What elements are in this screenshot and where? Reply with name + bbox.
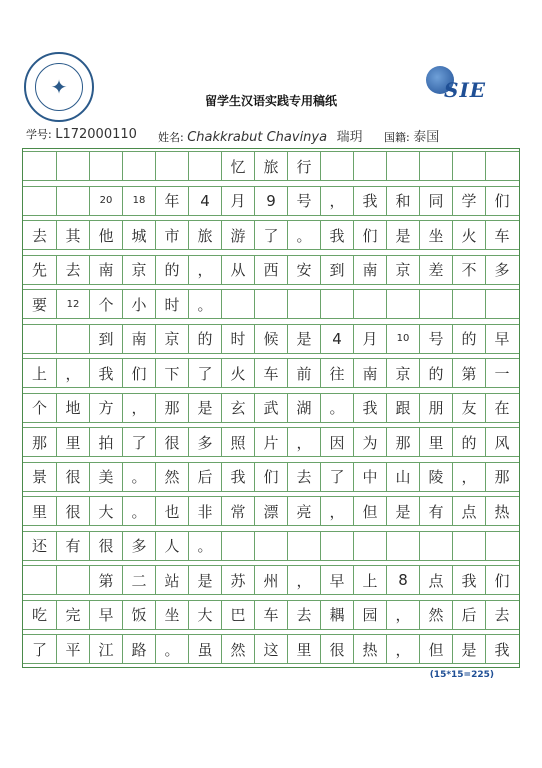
grid-cell: 从: [221, 256, 254, 284]
grid-cell: 的: [188, 325, 221, 353]
grid-cell: 我: [485, 635, 518, 663]
grid-cell: 人: [155, 532, 188, 560]
grid-cell: 早: [320, 566, 353, 594]
grid-cell: 南: [122, 325, 155, 353]
grid-cell: ，: [188, 256, 221, 284]
grid-cell: 很: [56, 497, 89, 525]
grid-cell: 了: [122, 428, 155, 456]
grid-cell: 们: [122, 359, 155, 387]
grid-row: [23, 220, 519, 250]
nationality-field: [384, 126, 439, 145]
grid-cell: 是: [386, 497, 419, 525]
grid-cell: 常: [221, 497, 254, 525]
grid-cell: 武: [254, 394, 287, 422]
grid-cell: 城: [122, 221, 155, 249]
name-latin-value: Chakkrabut Chavinya: [187, 130, 328, 145]
grid-cell: 学: [452, 187, 485, 215]
grid-cell: 。: [287, 221, 320, 249]
grid-cell: 市: [155, 221, 188, 249]
grid-cell: [122, 152, 155, 180]
grid-cell: 后: [452, 601, 485, 629]
grid-cell: 火: [221, 359, 254, 387]
grid-cell: 车: [254, 359, 287, 387]
grid-cell: 然: [419, 601, 452, 629]
grid-cell: [320, 152, 353, 180]
grid-cell: 京: [155, 325, 188, 353]
grid-cell: 很: [320, 635, 353, 663]
grid-cell: 去: [56, 256, 89, 284]
grid-cell: 里: [31, 502, 47, 521]
grid-cell: 游: [221, 221, 254, 249]
grid-cell: 那: [386, 428, 419, 456]
grid-cell: 然: [155, 463, 188, 491]
grid-cell: [23, 325, 56, 353]
grid-cell: [353, 290, 386, 318]
grid-cell: 点: [419, 566, 452, 594]
grid-cell: [23, 187, 56, 215]
grid-cell: 的: [419, 359, 452, 387]
grid-cell: 差: [419, 256, 452, 284]
grid-cell: 了: [31, 640, 47, 659]
grid-cell: 后: [188, 463, 221, 491]
grid-cell: ，: [287, 428, 320, 456]
grid-cell: [221, 532, 254, 560]
grid-cell: 方: [89, 394, 122, 422]
grid-cell: 我: [353, 394, 386, 422]
grid-cell: ，: [56, 359, 89, 387]
grid-cell: 耦: [320, 601, 353, 629]
grid-cell: [485, 152, 518, 180]
grid-cell: 一: [485, 359, 518, 387]
grid-cell: 坐: [419, 221, 452, 249]
grid-cell: 湖: [287, 394, 320, 422]
grid-cell: 们: [254, 463, 287, 491]
grid-cell: 我: [353, 187, 386, 215]
grid-cell: 。: [155, 635, 188, 663]
grid-cell: 苏: [221, 566, 254, 594]
student-id-label: 学号:: [26, 128, 52, 141]
grid-cell: ，: [287, 566, 320, 594]
grid-cell: 很: [89, 532, 122, 560]
grid-cell: 了: [254, 221, 287, 249]
grid-cell: 美: [89, 463, 122, 491]
grid-row: [23, 496, 519, 526]
grid-cell: ，: [386, 601, 419, 629]
grid-cell: 同: [419, 187, 452, 215]
grid-cell: [155, 152, 188, 180]
grid-cell: ，: [386, 635, 419, 663]
grid-cell: 。: [122, 463, 155, 491]
grid-cell: 我: [320, 221, 353, 249]
grid-cell: 风: [485, 428, 518, 456]
grid-cell: 朋: [419, 394, 452, 422]
grid-row: [23, 255, 519, 285]
grid-cell: ，: [320, 497, 353, 525]
grid-cell: [485, 290, 518, 318]
grid-cell: 是: [452, 635, 485, 663]
grid-cell: 们: [485, 187, 518, 215]
grid-row: [23, 324, 519, 354]
grid-cell: [56, 325, 89, 353]
student-id-value: L172000110: [55, 127, 137, 142]
name-chinese-value: 瑞玥: [336, 130, 363, 145]
grid-cell: 巴: [221, 601, 254, 629]
grid-cell: 去: [287, 463, 320, 491]
grid-capacity-note: (15*15=225): [429, 670, 494, 680]
grid-cell: 18: [122, 187, 155, 215]
grid-cell: 时: [155, 290, 188, 318]
grid-cell: 的: [452, 428, 485, 456]
grid-cell: 是: [287, 325, 320, 353]
grid-cell: 第: [89, 566, 122, 594]
grid-cell: 20: [89, 187, 122, 215]
grid-cell: 12: [56, 290, 89, 318]
grid-cell: 亮: [287, 497, 320, 525]
grid-cell: 江: [89, 635, 122, 663]
grid-cell: 还: [31, 537, 47, 555]
grid-cell: 第: [452, 359, 485, 387]
grid-cell: 京: [386, 256, 419, 284]
grid-row: [23, 531, 519, 561]
name-field: [158, 126, 363, 145]
grid-cell: ，: [320, 187, 353, 215]
grid-row: [23, 634, 519, 664]
grid-cell: 漂: [254, 497, 287, 525]
grid-cell: [287, 532, 320, 560]
grid-cell: 车: [254, 601, 287, 629]
grid-cell: 往: [320, 359, 353, 387]
grid-cell: 号: [287, 187, 320, 215]
grid-cell: 年: [155, 187, 188, 215]
grid-cell: 那: [485, 463, 518, 491]
grid-cell: 饭: [122, 601, 155, 629]
grid-cell: 那: [155, 394, 188, 422]
grid-cell: [56, 152, 89, 180]
grid-cell: 玄: [221, 394, 254, 422]
grid-cell: [353, 532, 386, 560]
grid-cell: 是: [386, 221, 419, 249]
grid-cell: 但: [419, 635, 452, 663]
grid-cell: 8: [386, 566, 419, 594]
grid-cell: 坐: [155, 601, 188, 629]
grid-cell: 到: [320, 256, 353, 284]
grid-cell: 上: [31, 364, 47, 383]
grid-cell: 吃: [31, 606, 47, 624]
grid-cell: 了: [320, 463, 353, 491]
grid-cell: 片: [254, 428, 287, 456]
grid-cell: ，: [452, 463, 485, 491]
grid-cell: 我: [452, 566, 485, 594]
grid-cell: 里: [56, 428, 89, 456]
university-logo: [24, 52, 94, 122]
grid-cell: 南: [353, 359, 386, 387]
grid-cell: 个: [89, 290, 122, 318]
grid-cell: [320, 532, 353, 560]
grid-cell: 站: [155, 566, 188, 594]
grid-cell: 安: [287, 256, 320, 284]
grid-cell: 不: [452, 256, 485, 284]
grid-cell: 完: [56, 601, 89, 629]
grid-cell: 因: [320, 428, 353, 456]
grid-cell: 要: [31, 295, 47, 314]
grid-cell: 山: [386, 463, 419, 491]
grid-cell: 然: [221, 635, 254, 663]
grid-row: [23, 427, 519, 457]
emblem-icon: ✦: [35, 63, 83, 111]
sie-logo-text: SIE: [444, 78, 487, 102]
name-label: 姓名:: [158, 131, 184, 144]
grid-cell: 我: [89, 359, 122, 387]
grid-cell: [452, 532, 485, 560]
grid-row: [23, 151, 519, 181]
grid-cell: 景: [31, 468, 47, 486]
grid-cell: 们: [485, 566, 518, 594]
grid-cell: 州: [254, 566, 287, 594]
grid-cell: [221, 290, 254, 318]
grid-cell: 小: [122, 290, 155, 318]
grid-row: [23, 186, 519, 216]
grid-cell: 去: [287, 601, 320, 629]
grid-cell: 也: [155, 497, 188, 525]
grid-cell: 。: [188, 290, 221, 318]
grid-cell: 我: [221, 463, 254, 491]
grid-cell: 先: [31, 261, 47, 279]
grid-row: [23, 462, 519, 492]
grid-cell: 车: [485, 221, 518, 249]
writing-grid: [22, 148, 520, 668]
grid-cell: 候: [254, 325, 287, 353]
grid-cell: 是: [188, 394, 221, 422]
grid-cell: 前: [287, 359, 320, 387]
grid-cell: 热: [353, 635, 386, 663]
grid-cell: [386, 152, 419, 180]
grid-cell: 大: [89, 497, 122, 525]
nationality-label: 国籍:: [384, 131, 410, 144]
grid-cell: [287, 290, 320, 318]
grid-cell: 很: [155, 428, 188, 456]
grid-row: [23, 393, 519, 423]
grid-cell: 上: [353, 566, 386, 594]
grid-cell: 和: [386, 187, 419, 215]
grid-cell: 中: [353, 463, 386, 491]
grid-cell: [452, 290, 485, 318]
grid-cell: 月: [221, 187, 254, 215]
grid-cell: 的: [452, 325, 485, 353]
grid-cell: 。: [188, 532, 221, 560]
grid-cell: 在: [485, 394, 518, 422]
grid-cell: [254, 532, 287, 560]
grid-cell: 但: [353, 497, 386, 525]
grid-cell: 虽: [188, 635, 221, 663]
grid-cell: 里: [419, 428, 452, 456]
grid-row: [23, 565, 519, 595]
grid-cell: 很: [56, 463, 89, 491]
grid-cell: 时: [221, 325, 254, 353]
grid-cell: [419, 152, 452, 180]
grid-cell: 二: [122, 566, 155, 594]
grid-cell: 照: [221, 428, 254, 456]
grid-cell: 京: [122, 256, 155, 284]
grid-cell: 火: [452, 221, 485, 249]
grid-cell: [419, 290, 452, 318]
grid-cell: 9: [254, 187, 287, 215]
grid-cell: 南: [89, 256, 122, 284]
grid-cell: 下: [155, 359, 188, 387]
grid-cell: 那: [31, 433, 47, 452]
grid-cell: 旅: [254, 152, 287, 180]
grid-cell: 到: [89, 325, 122, 353]
grid-cell: 热: [485, 497, 518, 525]
student-id-field: [26, 126, 137, 142]
grid-cell: 西: [254, 256, 287, 284]
grid-cell: [254, 290, 287, 318]
grid-cell: 们: [353, 221, 386, 249]
grid-cell: 10: [386, 325, 419, 353]
grid-cell: 有: [56, 532, 89, 560]
grid-cell: 为: [353, 428, 386, 456]
grid-cell: [320, 290, 353, 318]
grid-cell: 京: [386, 359, 419, 387]
grid-cell: 大: [188, 601, 221, 629]
grid-cell: 友: [452, 394, 485, 422]
grid-cell: 的: [155, 256, 188, 284]
grid-cell: [452, 152, 485, 180]
grid-cell: 行: [287, 152, 320, 180]
grid-cell: [23, 152, 56, 180]
grid-cell: 忆: [221, 152, 254, 180]
grid-row: [23, 600, 519, 630]
grid-cell: [89, 152, 122, 180]
grid-cell: 跟: [386, 394, 419, 422]
grid-cell: 拍: [89, 428, 122, 456]
grid-cell: [485, 532, 518, 560]
grid-cell: 陵: [419, 463, 452, 491]
grid-cell: ，: [122, 394, 155, 422]
grid-row: [23, 358, 519, 388]
grid-cell: 多: [122, 532, 155, 560]
grid-cell: [386, 290, 419, 318]
grid-cell: 平: [56, 635, 89, 663]
grid-row: [23, 289, 519, 319]
grid-cell: 地: [56, 394, 89, 422]
grid-cell: 旅: [188, 221, 221, 249]
grid-cell: 里: [287, 635, 320, 663]
grid-cell: 早: [485, 325, 518, 353]
nationality-value: 泰国: [413, 130, 440, 145]
grid-cell: 南: [353, 256, 386, 284]
grid-cell: 4: [320, 325, 353, 353]
grid-cell: [188, 152, 221, 180]
grid-cell: 是: [188, 566, 221, 594]
grid-cell: 早: [89, 601, 122, 629]
grid-cell: 。: [122, 497, 155, 525]
grid-cell: [56, 566, 89, 594]
grid-cell: 。: [320, 394, 353, 422]
grid-cell: 去: [485, 601, 518, 629]
grid-cell: [419, 532, 452, 560]
page-title: 留学生汉语实践专用稿纸: [204, 94, 337, 108]
grid-cell: 号: [419, 325, 452, 353]
grid-cell: [23, 566, 56, 594]
grid-cell: 月: [353, 325, 386, 353]
grid-cell: 4: [188, 187, 221, 215]
grid-cell: [56, 187, 89, 215]
grid-cell: 有: [419, 497, 452, 525]
grid-cell: [386, 532, 419, 560]
grid-cell: 多: [188, 428, 221, 456]
grid-cell: 多: [485, 256, 518, 284]
grid-cell: 这: [254, 635, 287, 663]
grid-cell: 去: [31, 226, 47, 245]
grid-cell: [353, 152, 386, 180]
grid-cell: 个: [31, 399, 47, 417]
grid-cell: 他: [89, 221, 122, 249]
grid-cell: 园: [353, 601, 386, 629]
grid-cell: 了: [188, 359, 221, 387]
grid-cell: 路: [122, 635, 155, 663]
grid-cell: 其: [56, 221, 89, 249]
grid-cell: 非: [188, 497, 221, 525]
grid-cell: 点: [452, 497, 485, 525]
